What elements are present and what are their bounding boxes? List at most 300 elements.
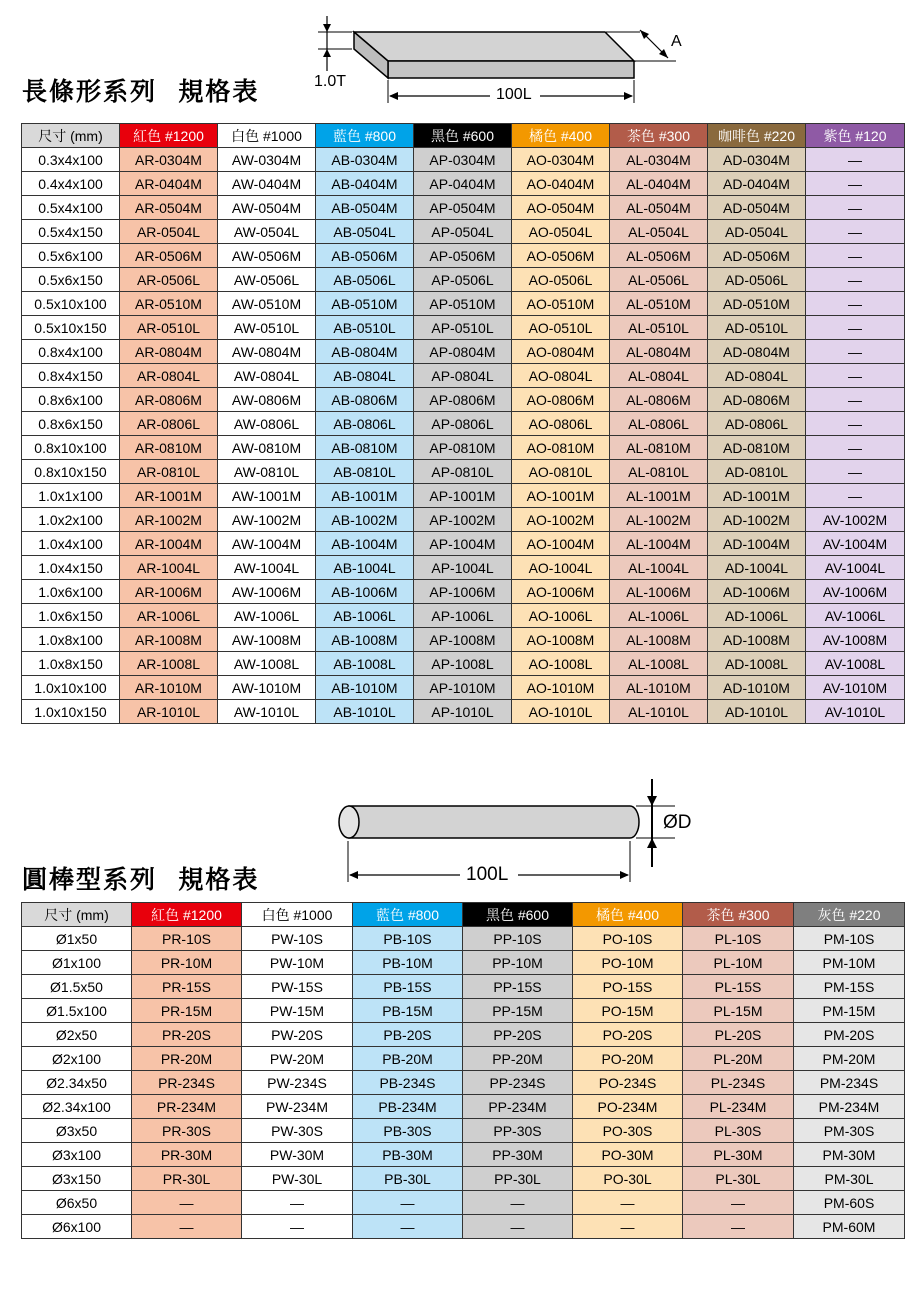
- product-code-cell: AO-1001M: [512, 484, 610, 508]
- product-code-cell: PO-234S: [573, 1071, 683, 1095]
- product-code-cell: PW-10S: [242, 927, 353, 951]
- table-row: [22, 340, 905, 364]
- size-cell: Ø1x50: [22, 927, 132, 951]
- table-row: [22, 508, 905, 532]
- product-code-cell: AP-0804L: [414, 364, 512, 388]
- product-code-cell: —: [806, 268, 905, 292]
- product-code-cell: AR-1004M: [120, 532, 218, 556]
- product-code-cell: PW-234S: [242, 1071, 353, 1095]
- product-code-cell: AB-0404M: [316, 172, 414, 196]
- product-code-cell: —: [242, 1215, 353, 1239]
- size-cell: Ø1.5x100: [22, 999, 132, 1023]
- product-code-cell: AL-0510M: [610, 292, 708, 316]
- product-code-cell: AV-1006M: [806, 580, 905, 604]
- product-code-cell: AR-0810M: [120, 436, 218, 460]
- size-cell: 1.0x4x100: [22, 532, 120, 556]
- product-code-cell: PM-60M: [794, 1215, 905, 1239]
- product-code-cell: AR-0506L: [120, 268, 218, 292]
- product-code-cell: AL-0804M: [610, 340, 708, 364]
- product-code-cell: AP-0806M: [414, 388, 512, 412]
- product-code-cell: AV-1010M: [806, 676, 905, 700]
- product-code-cell: AR-0804L: [120, 364, 218, 388]
- product-code-cell: PB-30L: [353, 1167, 463, 1191]
- product-code-cell: AB-0510L: [316, 316, 414, 340]
- product-code-cell: PW-20S: [242, 1023, 353, 1047]
- product-code-cell: PB-30M: [353, 1143, 463, 1167]
- product-code-cell: —: [806, 388, 905, 412]
- table-row: [22, 268, 905, 292]
- product-code-cell: AB-0806M: [316, 388, 414, 412]
- product-code-cell: PW-15M: [242, 999, 353, 1023]
- product-code-cell: —: [463, 1191, 573, 1215]
- product-code-cell: PO-30L: [573, 1167, 683, 1191]
- product-code-cell: PP-10M: [463, 951, 573, 975]
- table-row: [22, 220, 905, 244]
- product-code-cell: PL-30M: [683, 1143, 794, 1167]
- size-cell: Ø2x50: [22, 1023, 132, 1047]
- product-code-cell: AR-0510L: [120, 316, 218, 340]
- product-code-cell: PR-15M: [132, 999, 242, 1023]
- column-header: 橘色 #400: [573, 903, 683, 927]
- column-header: 白色 #1000: [242, 903, 353, 927]
- product-code-cell: AL-0804L: [610, 364, 708, 388]
- size-cell: Ø1x100: [22, 951, 132, 975]
- table-row: [22, 436, 905, 460]
- product-code-cell: AD-0510L: [708, 316, 806, 340]
- product-code-cell: PO-30S: [573, 1119, 683, 1143]
- product-code-cell: —: [683, 1215, 794, 1239]
- product-code-cell: AO-0506M: [512, 244, 610, 268]
- product-code-cell: AD-0806M: [708, 388, 806, 412]
- product-code-cell: AD-1008M: [708, 628, 806, 652]
- product-code-cell: AP-1008L: [414, 652, 512, 676]
- table-row: [22, 1191, 905, 1215]
- product-code-cell: PP-20M: [463, 1047, 573, 1071]
- size-cell: 0.8x4x100: [22, 340, 120, 364]
- product-code-cell: AW-0506L: [218, 268, 316, 292]
- product-code-cell: PP-30L: [463, 1167, 573, 1191]
- product-code-cell: AO-0510L: [512, 316, 610, 340]
- product-code-cell: —: [806, 340, 905, 364]
- size-cell: Ø1.5x50: [22, 975, 132, 999]
- product-code-cell: AD-0510M: [708, 292, 806, 316]
- product-code-cell: AR-1008M: [120, 628, 218, 652]
- rod-spec-table: [21, 902, 905, 1239]
- width-label: A: [671, 33, 682, 50]
- product-code-cell: AO-0804M: [512, 340, 610, 364]
- product-code-cell: AO-1010M: [512, 676, 610, 700]
- product-code-cell: AP-0804M: [414, 340, 512, 364]
- product-code-cell: PP-234S: [463, 1071, 573, 1095]
- size-cell: 0.5x4x100: [22, 196, 120, 220]
- product-code-cell: AO-0506L: [512, 268, 610, 292]
- column-header: 白色 #1000: [218, 124, 316, 148]
- section2-title: 圓棒型系列 規格表: [22, 865, 260, 894]
- product-code-cell: PR-30M: [132, 1143, 242, 1167]
- product-code-cell: AD-0806L: [708, 412, 806, 436]
- product-code-cell: AP-1008M: [414, 628, 512, 652]
- size-cell: 1.0x2x100: [22, 508, 120, 532]
- column-header: 尺寸 (mm): [22, 124, 120, 148]
- size-cell: 1.0x1x100: [22, 484, 120, 508]
- product-code-cell: PR-20S: [132, 1023, 242, 1047]
- product-code-cell: —: [806, 316, 905, 340]
- product-code-cell: PP-234M: [463, 1095, 573, 1119]
- size-cell: Ø6x50: [22, 1191, 132, 1215]
- product-code-cell: PW-15S: [242, 975, 353, 999]
- product-code-cell: AR-1006L: [120, 604, 218, 628]
- product-code-cell: AD-0404M: [708, 172, 806, 196]
- product-code-cell: AD-0506M: [708, 244, 806, 268]
- product-code-cell: AL-0504M: [610, 196, 708, 220]
- product-code-cell: PL-15S: [683, 975, 794, 999]
- product-code-cell: PM-15M: [794, 999, 905, 1023]
- product-code-cell: AD-0506L: [708, 268, 806, 292]
- product-code-cell: PR-10M: [132, 951, 242, 975]
- table-row: [22, 292, 905, 316]
- product-code-cell: AW-1006M: [218, 580, 316, 604]
- product-code-cell: AB-0810L: [316, 460, 414, 484]
- product-code-cell: PO-20M: [573, 1047, 683, 1071]
- product-code-cell: AR-1008L: [120, 652, 218, 676]
- product-code-cell: PB-10M: [353, 951, 463, 975]
- product-code-cell: AV-1010L: [806, 700, 905, 724]
- product-code-cell: AP-1006M: [414, 580, 512, 604]
- product-code-cell: AO-1008M: [512, 628, 610, 652]
- product-code-cell: PP-30M: [463, 1143, 573, 1167]
- product-code-cell: AB-1001M: [316, 484, 414, 508]
- product-code-cell: AB-0506L: [316, 268, 414, 292]
- column-header: 藍色 #800: [353, 903, 463, 927]
- product-code-cell: PM-20S: [794, 1023, 905, 1047]
- product-code-cell: AW-0806M: [218, 388, 316, 412]
- product-code-cell: AD-1006M: [708, 580, 806, 604]
- product-code-cell: AP-0506L: [414, 268, 512, 292]
- product-code-cell: AP-0304M: [414, 148, 512, 172]
- product-code-cell: AW-1008L: [218, 652, 316, 676]
- product-code-cell: AD-0304M: [708, 148, 806, 172]
- size-cell: Ø6x100: [22, 1215, 132, 1239]
- product-code-cell: —: [806, 436, 905, 460]
- product-code-cell: AB-0510M: [316, 292, 414, 316]
- product-code-cell: —: [683, 1191, 794, 1215]
- product-code-cell: AB-0504M: [316, 196, 414, 220]
- product-code-cell: AL-1010M: [610, 676, 708, 700]
- product-code-cell: PM-10M: [794, 951, 905, 975]
- product-code-cell: —: [573, 1191, 683, 1215]
- product-code-cell: AB-1004L: [316, 556, 414, 580]
- product-code-cell: PM-30M: [794, 1143, 905, 1167]
- table-row: [22, 556, 905, 580]
- product-code-cell: AP-1002M: [414, 508, 512, 532]
- column-header: 紅色 #1200: [132, 903, 242, 927]
- table-row: [22, 951, 905, 975]
- table-row: [22, 628, 905, 652]
- product-code-cell: AO-1004L: [512, 556, 610, 580]
- table-row: [22, 1215, 905, 1239]
- product-code-cell: AL-0510L: [610, 316, 708, 340]
- column-header: 黑色 #600: [414, 124, 512, 148]
- product-code-cell: AL-0506M: [610, 244, 708, 268]
- product-code-cell: AL-0304M: [610, 148, 708, 172]
- size-cell: 0.8x6x150: [22, 412, 120, 436]
- product-code-cell: PB-15S: [353, 975, 463, 999]
- thickness-label: 1.0T: [314, 73, 347, 90]
- product-code-cell: AR-0806M: [120, 388, 218, 412]
- product-code-cell: AD-1004M: [708, 532, 806, 556]
- diameter-label: ØD: [663, 812, 692, 833]
- product-code-cell: AO-1008L: [512, 652, 610, 676]
- column-header: 茶色 #300: [610, 124, 708, 148]
- column-header: 橘色 #400: [512, 124, 610, 148]
- product-code-cell: AB-0504L: [316, 220, 414, 244]
- size-cell: 0.5x6x150: [22, 268, 120, 292]
- table-row: [22, 172, 905, 196]
- product-code-cell: AO-1004M: [512, 532, 610, 556]
- product-code-cell: PL-30L: [683, 1167, 794, 1191]
- product-code-cell: AV-1008M: [806, 628, 905, 652]
- product-code-cell: AP-1001M: [414, 484, 512, 508]
- table-row: [22, 1119, 905, 1143]
- product-code-cell: AL-1004M: [610, 532, 708, 556]
- product-code-cell: PM-30L: [794, 1167, 905, 1191]
- table-row: [22, 532, 905, 556]
- product-code-cell: PO-30M: [573, 1143, 683, 1167]
- size-cell: 0.3x4x100: [22, 148, 120, 172]
- product-code-cell: AV-1006L: [806, 604, 905, 628]
- product-code-cell: AP-1010L: [414, 700, 512, 724]
- product-code-cell: AB-1002M: [316, 508, 414, 532]
- product-code-cell: AP-0806L: [414, 412, 512, 436]
- product-code-cell: AB-1008M: [316, 628, 414, 652]
- product-code-cell: PB-20M: [353, 1047, 463, 1071]
- size-cell: 1.0x8x150: [22, 652, 120, 676]
- product-code-cell: AR-1010L: [120, 700, 218, 724]
- product-code-cell: AD-0504M: [708, 196, 806, 220]
- product-code-cell: —: [806, 460, 905, 484]
- product-code-cell: PL-10M: [683, 951, 794, 975]
- product-code-cell: PP-30S: [463, 1119, 573, 1143]
- strip-length-label: 100L: [496, 86, 532, 103]
- product-code-cell: AO-0806L: [512, 412, 610, 436]
- product-code-cell: AW-0810L: [218, 460, 316, 484]
- product-code-cell: AR-0504L: [120, 220, 218, 244]
- table-row: [22, 1047, 905, 1071]
- product-code-cell: AW-0504L: [218, 220, 316, 244]
- product-code-cell: AB-1006L: [316, 604, 414, 628]
- product-code-cell: AL-1006L: [610, 604, 708, 628]
- product-code-cell: AP-1006L: [414, 604, 512, 628]
- product-code-cell: AW-1006L: [218, 604, 316, 628]
- size-cell: 1.0x4x150: [22, 556, 120, 580]
- product-code-cell: AW-0804L: [218, 364, 316, 388]
- product-code-cell: AV-1004M: [806, 532, 905, 556]
- product-code-cell: AO-1006M: [512, 580, 610, 604]
- table-row: [22, 364, 905, 388]
- size-cell: 0.5x4x150: [22, 220, 120, 244]
- product-code-cell: AL-0810M: [610, 436, 708, 460]
- product-code-cell: PO-10M: [573, 951, 683, 975]
- product-code-cell: PW-30M: [242, 1143, 353, 1167]
- table-row: [22, 244, 905, 268]
- size-cell: Ø2x100: [22, 1047, 132, 1071]
- product-code-cell: —: [806, 412, 905, 436]
- product-code-cell: AW-0404M: [218, 172, 316, 196]
- table-row: [22, 975, 905, 999]
- product-code-cell: AP-1004L: [414, 556, 512, 580]
- product-code-cell: PW-234M: [242, 1095, 353, 1119]
- product-code-cell: —: [806, 292, 905, 316]
- product-code-cell: AO-1006L: [512, 604, 610, 628]
- product-code-cell: PP-20S: [463, 1023, 573, 1047]
- product-code-cell: AP-1010M: [414, 676, 512, 700]
- product-code-cell: AV-1004L: [806, 556, 905, 580]
- product-code-cell: PL-10S: [683, 927, 794, 951]
- product-code-cell: AR-0510M: [120, 292, 218, 316]
- table-row: [22, 1143, 905, 1167]
- product-code-cell: AO-0806M: [512, 388, 610, 412]
- table-row: [22, 999, 905, 1023]
- size-cell: 0.8x4x150: [22, 364, 120, 388]
- product-code-cell: AW-0804M: [218, 340, 316, 364]
- product-code-cell: AB-0804M: [316, 340, 414, 364]
- product-code-cell: —: [806, 220, 905, 244]
- product-code-cell: PL-30S: [683, 1119, 794, 1143]
- product-code-cell: AP-0510M: [414, 292, 512, 316]
- product-code-cell: AP-0404M: [414, 172, 512, 196]
- product-code-cell: AD-1004L: [708, 556, 806, 580]
- size-cell: 0.4x4x100: [22, 172, 120, 196]
- size-cell: 0.5x10x100: [22, 292, 120, 316]
- product-code-cell: AR-1006M: [120, 580, 218, 604]
- product-code-cell: PB-234M: [353, 1095, 463, 1119]
- product-code-cell: AB-0304M: [316, 148, 414, 172]
- product-code-cell: —: [353, 1191, 463, 1215]
- product-code-cell: —: [806, 172, 905, 196]
- product-code-cell: PR-30L: [132, 1167, 242, 1191]
- size-cell: 0.5x10x150: [22, 316, 120, 340]
- product-code-cell: AL-1008M: [610, 628, 708, 652]
- table-row: [22, 1095, 905, 1119]
- product-code-cell: AP-0504L: [414, 220, 512, 244]
- product-code-cell: AO-0504L: [512, 220, 610, 244]
- product-code-cell: AR-0304M: [120, 148, 218, 172]
- product-code-cell: AD-1001M: [708, 484, 806, 508]
- table-row: [22, 652, 905, 676]
- product-code-cell: PM-60S: [794, 1191, 905, 1215]
- product-code-cell: —: [806, 484, 905, 508]
- product-code-cell: AB-1008L: [316, 652, 414, 676]
- product-code-cell: AL-0806L: [610, 412, 708, 436]
- product-code-cell: PM-234S: [794, 1071, 905, 1095]
- product-code-cell: —: [463, 1215, 573, 1239]
- product-code-cell: —: [573, 1215, 683, 1239]
- size-cell: 1.0x10x100: [22, 676, 120, 700]
- product-code-cell: AL-1004L: [610, 556, 708, 580]
- product-code-cell: AB-1010L: [316, 700, 414, 724]
- product-code-cell: AP-0810M: [414, 436, 512, 460]
- product-code-cell: PB-234S: [353, 1071, 463, 1095]
- product-code-cell: AP-0506M: [414, 244, 512, 268]
- product-code-cell: AV-1008L: [806, 652, 905, 676]
- product-code-cell: PW-20M: [242, 1047, 353, 1071]
- product-code-cell: PR-234M: [132, 1095, 242, 1119]
- size-cell: Ø3x50: [22, 1119, 132, 1143]
- size-cell: 0.8x6x100: [22, 388, 120, 412]
- product-code-cell: AP-0810L: [414, 460, 512, 484]
- column-header: 紅色 #1200: [120, 124, 218, 148]
- product-code-cell: PL-234M: [683, 1095, 794, 1119]
- table-row: [22, 412, 905, 436]
- product-code-cell: PR-10S: [132, 927, 242, 951]
- table-row: [22, 148, 905, 172]
- table-row: [22, 604, 905, 628]
- product-code-cell: AR-0504M: [120, 196, 218, 220]
- product-code-cell: AR-0810L: [120, 460, 218, 484]
- product-code-cell: AB-1006M: [316, 580, 414, 604]
- product-code-cell: PP-10S: [463, 927, 573, 951]
- strip-spec-table: [21, 123, 905, 724]
- product-code-cell: AR-0404M: [120, 172, 218, 196]
- product-code-cell: PO-10S: [573, 927, 683, 951]
- product-code-cell: AL-1002M: [610, 508, 708, 532]
- product-code-cell: AO-0510M: [512, 292, 610, 316]
- section1-title: 長條形系列 規格表: [22, 77, 260, 106]
- product-code-cell: AL-0806M: [610, 388, 708, 412]
- size-cell: Ø3x150: [22, 1167, 132, 1191]
- product-code-cell: AW-1004L: [218, 556, 316, 580]
- product-code-cell: —: [242, 1191, 353, 1215]
- product-code-cell: AW-1010M: [218, 676, 316, 700]
- product-code-cell: AD-1008L: [708, 652, 806, 676]
- table-row: [22, 460, 905, 484]
- product-code-cell: PB-20S: [353, 1023, 463, 1047]
- product-code-cell: PL-20S: [683, 1023, 794, 1047]
- product-code-cell: AL-1006M: [610, 580, 708, 604]
- product-code-cell: AP-1004M: [414, 532, 512, 556]
- product-code-cell: AW-0510M: [218, 292, 316, 316]
- product-code-cell: AW-0304M: [218, 148, 316, 172]
- product-code-cell: AR-1004L: [120, 556, 218, 580]
- product-code-cell: AL-1010L: [610, 700, 708, 724]
- table-row: [22, 484, 905, 508]
- product-code-cell: AW-1004M: [218, 532, 316, 556]
- product-code-cell: PL-234S: [683, 1071, 794, 1095]
- product-code-cell: PM-20M: [794, 1047, 905, 1071]
- size-cell: Ø2.34x50: [22, 1071, 132, 1095]
- product-code-cell: PO-15S: [573, 975, 683, 999]
- product-code-cell: AL-0506L: [610, 268, 708, 292]
- size-cell: Ø3x100: [22, 1143, 132, 1167]
- product-code-cell: AR-1001M: [120, 484, 218, 508]
- product-code-cell: AL-0404M: [610, 172, 708, 196]
- product-code-cell: AB-0810M: [316, 436, 414, 460]
- product-code-cell: PO-15M: [573, 999, 683, 1023]
- product-code-cell: AO-0810L: [512, 460, 610, 484]
- size-cell: 0.8x10x100: [22, 436, 120, 460]
- size-cell: 1.0x6x150: [22, 604, 120, 628]
- product-code-cell: PL-15M: [683, 999, 794, 1023]
- product-code-cell: AL-0504L: [610, 220, 708, 244]
- rod-length-label: 100L: [466, 864, 509, 885]
- product-code-cell: PB-30S: [353, 1119, 463, 1143]
- product-code-cell: PR-20M: [132, 1047, 242, 1071]
- table-row: [22, 700, 905, 724]
- table-row: [22, 196, 905, 220]
- product-code-cell: —: [132, 1215, 242, 1239]
- product-code-cell: AO-0804L: [512, 364, 610, 388]
- column-header: 黑色 #600: [463, 903, 573, 927]
